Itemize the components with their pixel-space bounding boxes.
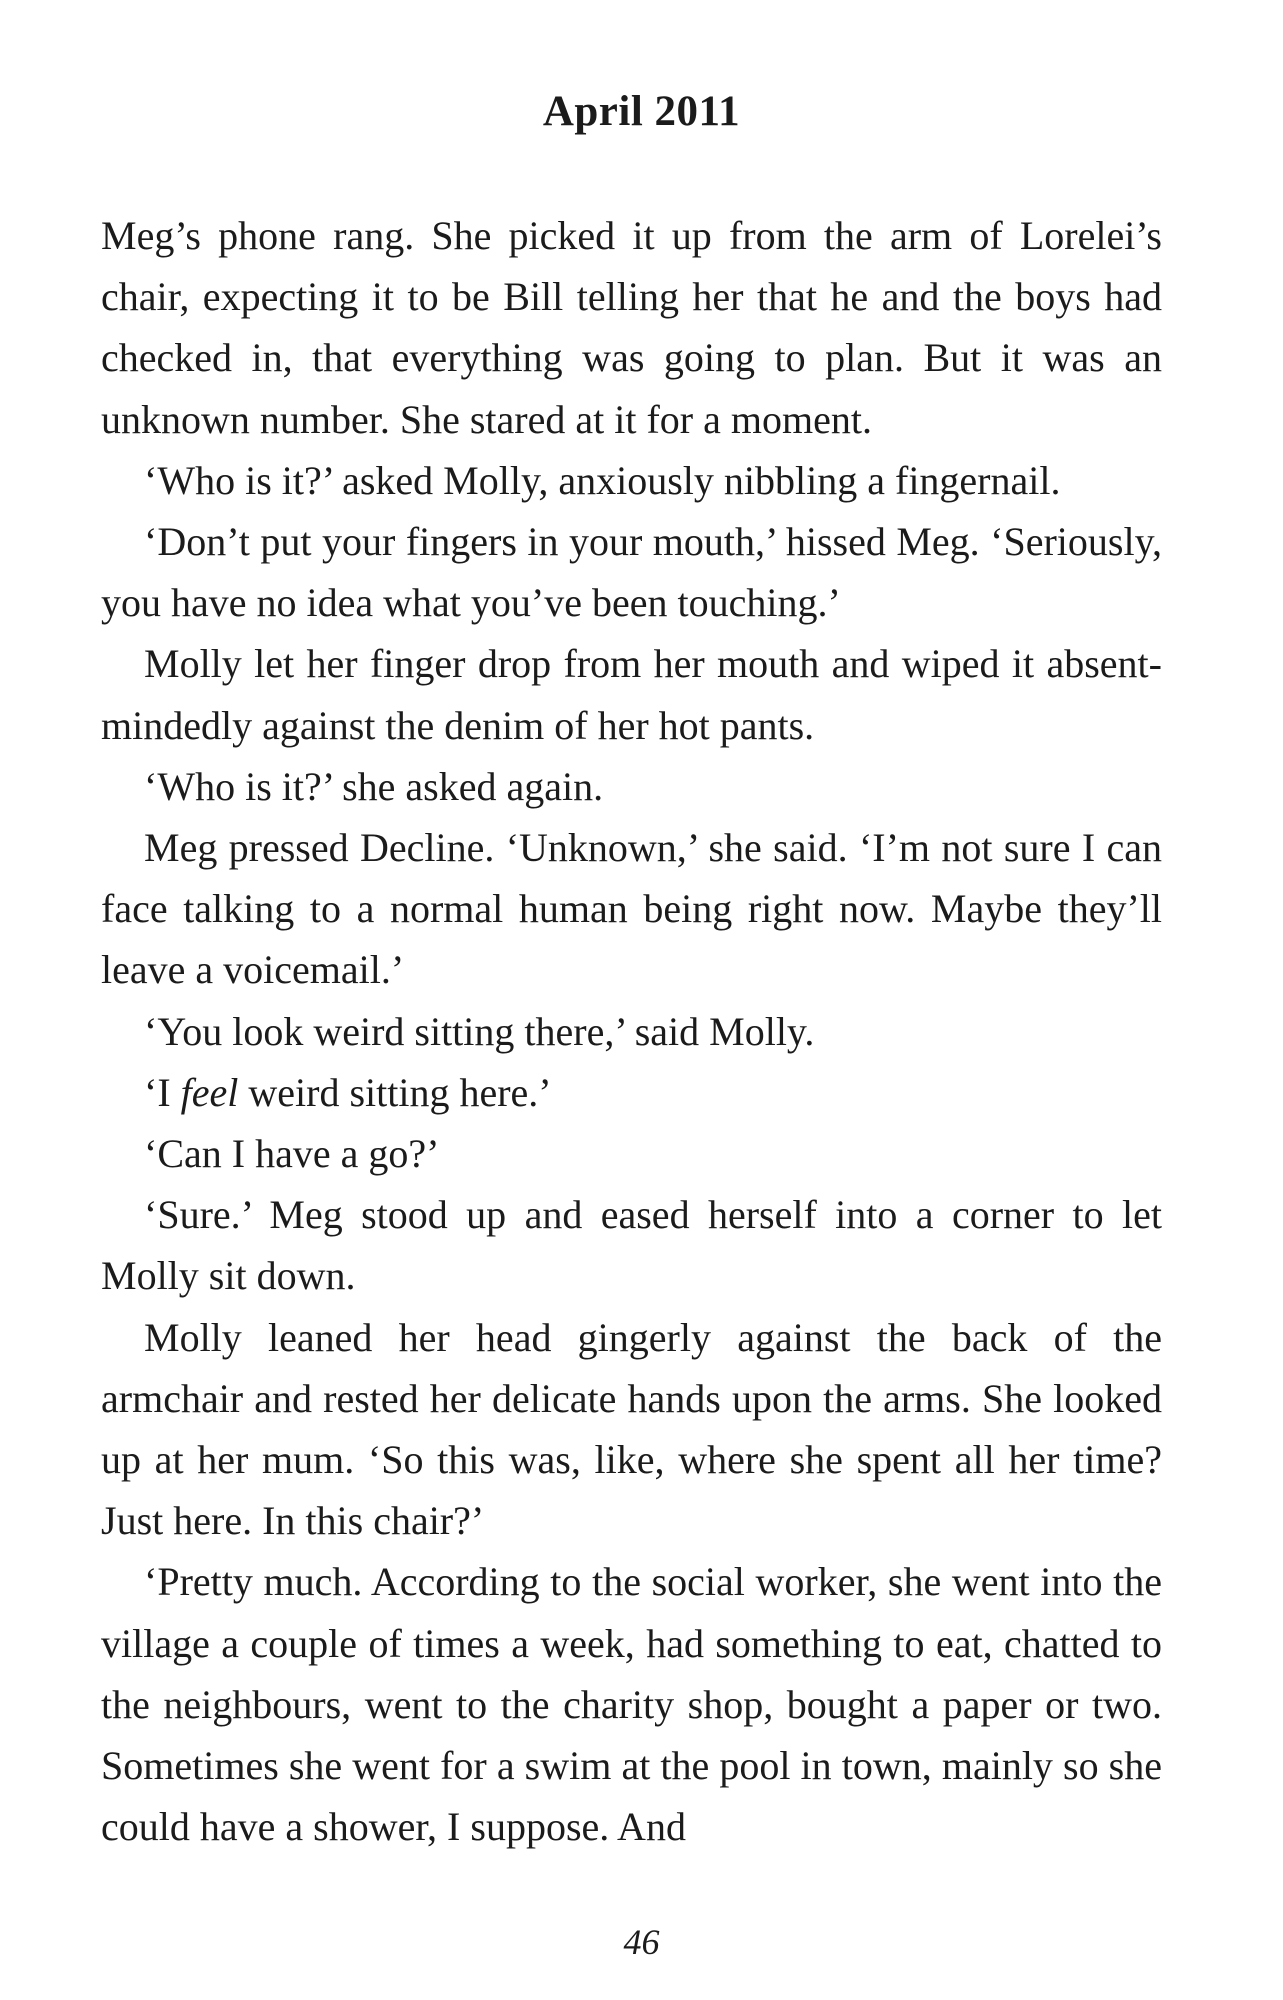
paragraph: ‘Who is it?’ asked Molly, anxiously nibbling a fingernail. [144, 457, 1061, 503]
paragraph: Molly let her finger drop from her mouth and wiped it absent-mindedly against the denim of her hot pants. [101, 641, 1162, 748]
paragraph: ‘Can I have a go?’ [144, 1131, 440, 1177]
paragraph-text: weird sitting here.’ [238, 1069, 552, 1115]
chapter-heading: April 2011 [542, 88, 741, 135]
paragraph: Meg’s phone rang. She picked it up from the arm of Lorelei’s chair, expecting it to be Bill telling her that he and the boys had checked in, that everything was going to plan. But it was an unknown number. She stared at it for a moment. [101, 213, 1162, 442]
paragraph: Meg pressed Decline. ‘Unknown,’ she said. ‘I’m not sure I can face talking to a normal human being right now. Maybe they’ll leave a voicemail.’ [101, 825, 1162, 993]
paragraph-text: ‘I [144, 1069, 181, 1115]
paragraph: ‘You look weird sitting there,’ said Molly. [144, 1008, 815, 1054]
paragraph: ‘Who is it?’ she asked again. [144, 763, 604, 809]
paragraph: ‘Sure.’ Meg stood up and eased herself into a corner to let Molly sit down. [101, 1192, 1162, 1299]
paragraph: ‘Don’t put your fingers in your mouth,’ hissed Meg. ‘Seriously, you have no idea what you’ve been touching.’ [101, 519, 1162, 626]
paragraph: Molly leaned her head gingerly against the back of the armchair and rested her delicate hands upon the arms. She looked up at her mum. ‘So this was, like, where she spent all her time? Just here. In this chair?’ [101, 1314, 1162, 1544]
page-number: 46 [623, 1922, 660, 1962]
paragraph [101, 1062, 1162, 1123]
emphasis-text: feel [180, 1069, 239, 1115]
paragraph: ‘Pretty much. According to the social worker, she went into the village a couple of times a week, had something to eat, chatted to the neighbours, went to the charity shop, bought a paper or two. Sometimes she went for a swim at the pool in town, mainly so she could have a shower, I suppose. And [101, 1559, 1162, 1850]
body-text [101, 205, 1162, 1857]
